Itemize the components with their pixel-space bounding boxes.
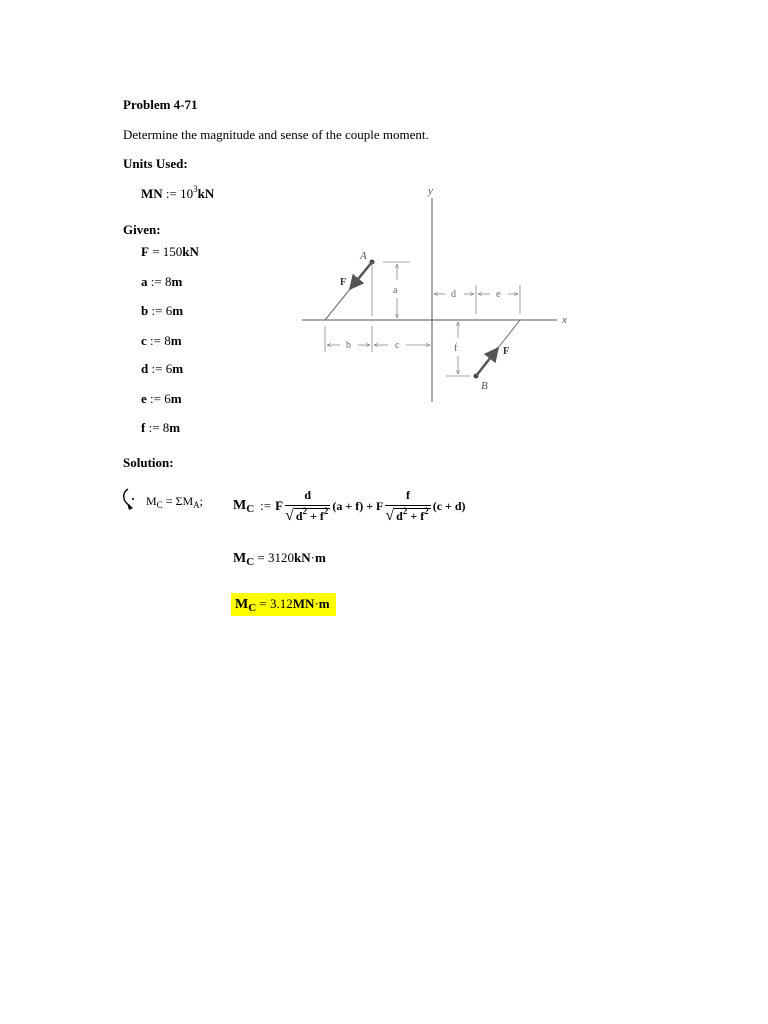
result2-mc-sub: C [248, 602, 257, 614]
given-value: 6 [165, 361, 173, 376]
eq-den2-exp2: 2 [424, 505, 429, 516]
sqrt-icon: √ [385, 506, 395, 524]
moment-sum-m-sub: C [156, 500, 163, 510]
dim-e-label: e [496, 289, 501, 300]
given-heading: Given: [123, 222, 161, 237]
given-symbol: c [141, 333, 147, 348]
given-symbol: b [141, 303, 149, 318]
moment-equation [233, 482, 466, 530]
units-base: 10 [180, 186, 194, 201]
dim-d-label: d [451, 289, 456, 300]
dim-f-label: f [454, 343, 458, 354]
point-b-label: B [481, 380, 488, 392]
eq-fraction-1 [285, 488, 330, 525]
given-value: 150 [162, 244, 183, 259]
units-exp: 3 [193, 184, 198, 194]
given-unit: m [171, 274, 183, 289]
eq-fraction-2-num: f [406, 487, 411, 502]
clockwise-moment-icon [120, 487, 144, 513]
force-a-arrow [350, 262, 372, 289]
units-heading: Units Used: [123, 156, 188, 171]
given-value: 8 [164, 274, 172, 289]
given-op: := [151, 303, 163, 318]
eq-den2-exp1: 2 [402, 505, 408, 516]
eq-fraction-2-den [385, 505, 430, 525]
problem-statement: Determine the magnitude and sense of the couple moment. [123, 127, 429, 142]
given-value: 6 [165, 303, 173, 318]
result1-unit: kN [294, 550, 311, 565]
given-op: := [150, 274, 162, 289]
given-op: = [152, 244, 160, 259]
eq-den1-d: d [295, 508, 303, 523]
given-op: := [150, 333, 161, 348]
given-symbol: d [141, 361, 149, 376]
given-unit: m [172, 361, 184, 376]
eq-term-2: (c + d) [432, 498, 466, 513]
result2-mc: M [235, 597, 249, 612]
dim-a-label: a [393, 285, 398, 296]
given-op: := [148, 420, 160, 435]
eq-fraction-1-den [285, 505, 330, 525]
given-symbol: f [141, 420, 146, 435]
force-b-label: F [503, 346, 510, 357]
result-mn-m-highlighted: $M_C = 3.12MN\cdot m$ [231, 593, 336, 616]
solution-heading: Solution: [123, 455, 174, 470]
eq-den1-exp1: 2 [302, 505, 308, 516]
given-op: := [150, 391, 161, 406]
eq-den1-plus: + f [310, 508, 324, 523]
force-b-arrow [476, 348, 498, 376]
eq-den2-plus: + f [410, 508, 425, 523]
units-unit: kN [197, 186, 215, 201]
given-value: 8 [162, 420, 170, 435]
result1-value: 3120 [268, 550, 295, 565]
moment-sum-eq-sub: A [193, 500, 200, 510]
given-value: 8 [164, 333, 171, 348]
moment-sum-m: M [146, 494, 157, 508]
dim-b-label: b [346, 340, 351, 351]
eq-fraction-1-num: d [304, 487, 312, 502]
given-symbol: e [141, 391, 147, 406]
dim-c-label: c [395, 340, 400, 351]
units-op: := [165, 186, 177, 201]
moment-sum-semicolon: ; [199, 494, 203, 508]
problem-title: Problem 4-71 [123, 97, 198, 112]
result1-unit2: m [314, 550, 326, 565]
eq-term-1: (a + f) + F [332, 498, 384, 513]
moment-sum-eq: = ΣM [165, 494, 194, 508]
units-lhs: MN [141, 186, 163, 201]
given-unit: kN [182, 244, 199, 259]
eq-den2-d: d [396, 508, 403, 523]
eq-f1: F [275, 498, 284, 513]
given-symbol: a [141, 274, 148, 289]
given-unit: m [172, 303, 184, 318]
given-unit: m [170, 391, 182, 406]
result2-unit2: m [318, 596, 330, 611]
sqrt-icon: √ [285, 506, 294, 524]
y-axis-label: y [428, 185, 433, 197]
moment-sum-label [146, 494, 203, 509]
given-symbol: F [141, 244, 149, 259]
eq-den1-exp2: 2 [323, 505, 329, 516]
eq-mc-sub: C [246, 503, 255, 515]
result2-value: 3.12 [270, 596, 293, 611]
eq-assign: := [260, 498, 272, 513]
eq-fraction-2 [385, 488, 430, 525]
given-value: 6 [164, 391, 171, 406]
given-unit: m [170, 333, 182, 348]
couple-moment-figure [0, 0, 768, 460]
point-a-label: A [360, 250, 367, 262]
result1-mc: M [233, 551, 247, 566]
eq-mc: M [233, 498, 247, 513]
result-kn-m: $M_C = 3120kN\cdot m$ [233, 550, 326, 568]
x-axis-label: x [562, 314, 567, 326]
given-unit: m [169, 420, 181, 435]
result1-mc-sub: C [246, 556, 255, 568]
force-a-label: F [340, 277, 347, 288]
result2-unit: MN [292, 596, 315, 611]
given-op: := [151, 361, 163, 376]
